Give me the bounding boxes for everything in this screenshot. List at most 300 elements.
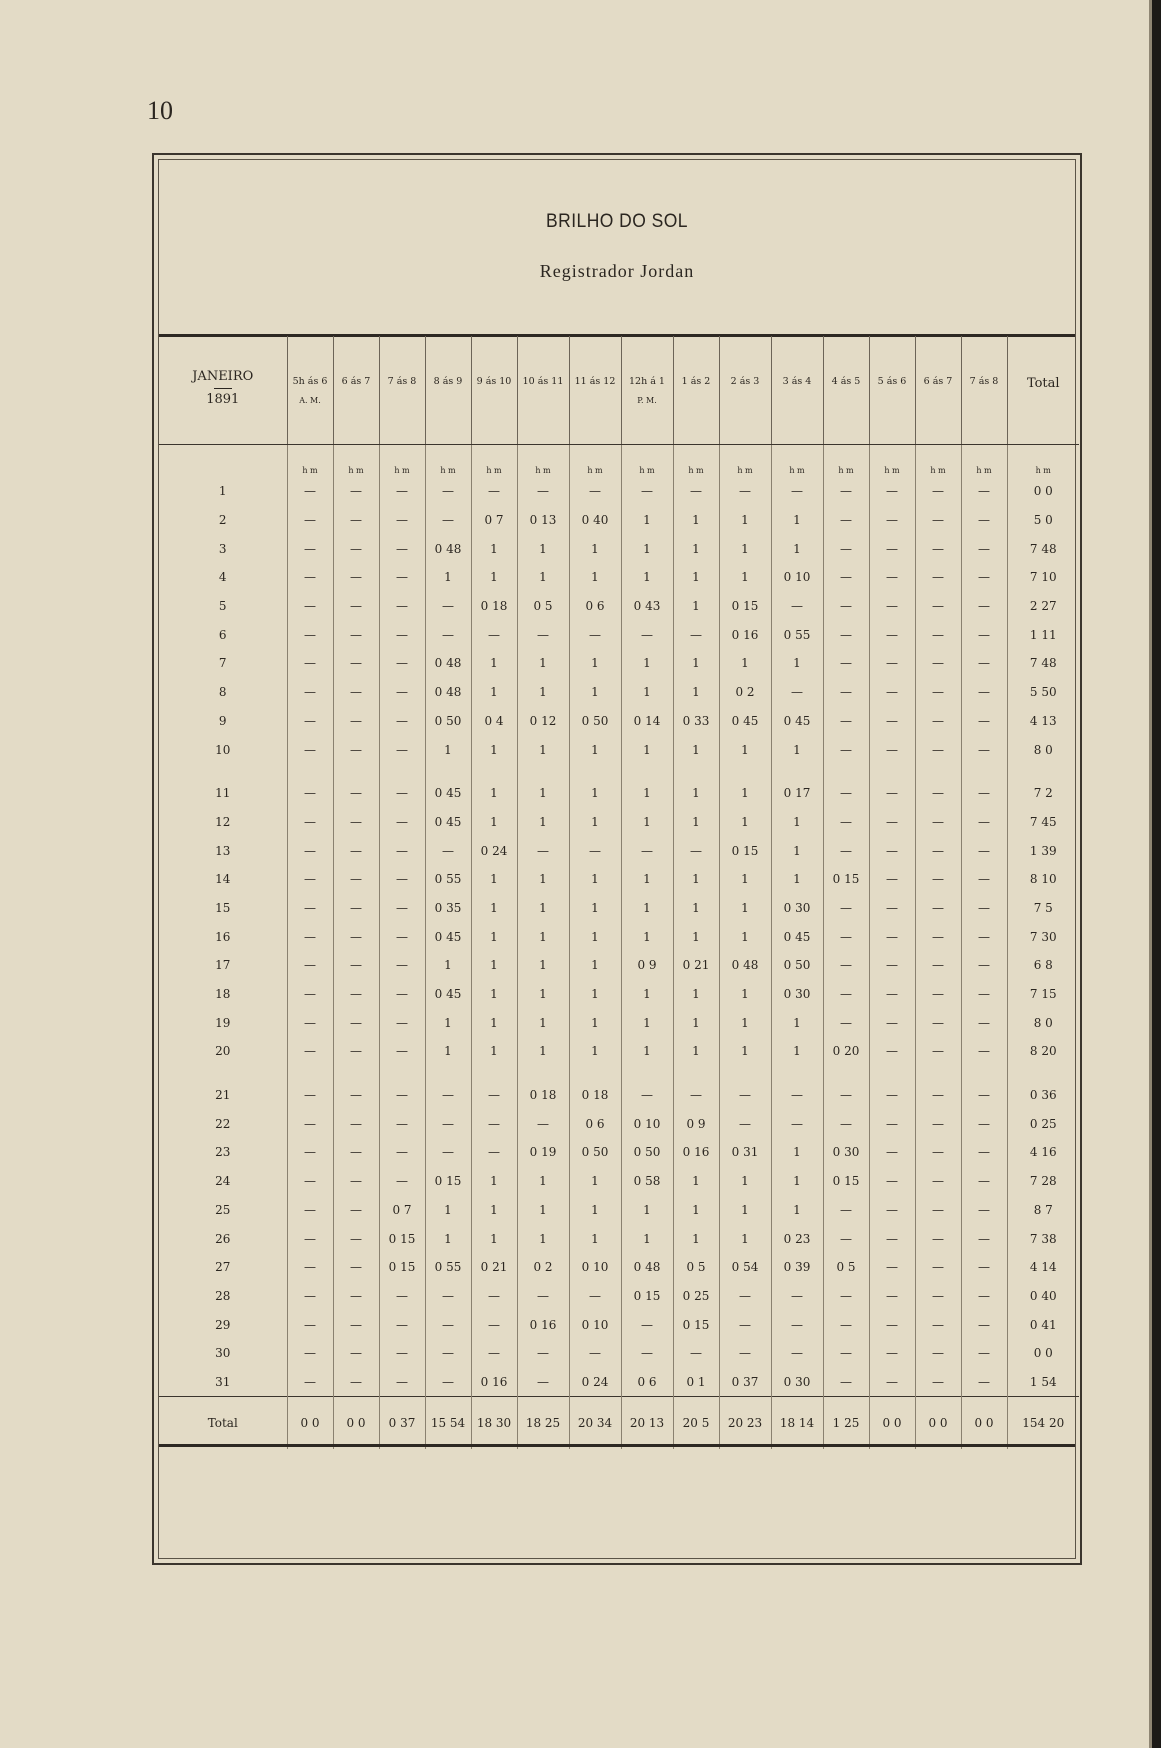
day-cell: 29 — [215, 1317, 231, 1332]
spacer-cell — [823, 1066, 869, 1081]
column-period-note: A. M. — [299, 396, 321, 405]
hour-cell: 0 15 — [823, 865, 869, 894]
day-total-cell: 7 48 — [1007, 649, 1079, 678]
table-row — [159, 1310, 1079, 1339]
hour-cell: — — [869, 1339, 915, 1368]
day-cell: 15 — [215, 900, 231, 915]
hour-cell: — — [771, 1310, 823, 1339]
hour-cell: — — [915, 563, 961, 592]
hour-cell: 0 15 — [425, 1167, 471, 1196]
hour-cell: 0 10 — [569, 1310, 621, 1339]
hour-cell: — — [287, 1167, 333, 1196]
hour-cell: 1 — [673, 506, 719, 535]
day-cell: 18 — [215, 987, 231, 1002]
hour-cell: — — [771, 1282, 823, 1311]
hour-cell: 1 — [517, 808, 569, 837]
table-row — [159, 1081, 1079, 1110]
hour-cell: 1 — [471, 1224, 517, 1253]
spacer-cell — [159, 1066, 287, 1081]
hour-cell: 0 45 — [425, 922, 471, 951]
hour-cell: 1 — [569, 649, 621, 678]
hour-cell: — — [915, 1224, 961, 1253]
hour-cell: 0 45 — [425, 779, 471, 808]
hour-cell: — — [333, 1368, 379, 1397]
hour-cell: 0 48 — [621, 1253, 673, 1282]
hour-cell: — — [961, 707, 1007, 736]
hour-cell: — — [961, 735, 1007, 764]
hour-cell: — — [425, 1368, 471, 1397]
column-label: 8 ás 9 — [433, 376, 463, 387]
hour-cell: 0 5 — [517, 592, 569, 621]
hour-cell: 0 9 — [673, 1109, 719, 1138]
column-header — [915, 336, 961, 445]
hour-cell: — — [823, 894, 869, 923]
hour-cell: 1 — [569, 951, 621, 980]
spacer-cell — [379, 1066, 425, 1081]
hour-cell: — — [915, 477, 961, 506]
hour-cell: — — [823, 735, 869, 764]
hour-cell: — — [379, 980, 425, 1009]
hour-cell: 0 50 — [771, 951, 823, 980]
hour-cell: 1 — [517, 1167, 569, 1196]
hour-cell: — — [333, 1196, 379, 1225]
hour-cell: 1 — [719, 1167, 771, 1196]
hour-cell: 0 45 — [771, 707, 823, 736]
hour-cell: — — [471, 1138, 517, 1167]
spacer-cell — [915, 764, 961, 779]
page-number: 10 — [147, 96, 173, 125]
hour-cell: — — [915, 865, 961, 894]
spacer-cell — [621, 1066, 673, 1081]
hour-cell: — — [823, 649, 869, 678]
spacer-cell — [287, 764, 333, 779]
table-row — [159, 922, 1079, 951]
column-label: 1 ás 2 — [681, 376, 711, 387]
hour-cell: 1 — [719, 808, 771, 837]
hour-cell: — — [961, 534, 1007, 563]
hour-cell: — — [673, 620, 719, 649]
hour-cell: — — [869, 1368, 915, 1397]
hour-cell: 0 30 — [771, 1368, 823, 1397]
hour-cell: — — [771, 592, 823, 621]
hour-cell: — — [287, 808, 333, 837]
unit-cell: h m — [333, 445, 379, 478]
hour-cell: — — [961, 1081, 1007, 1110]
hour-cell: 1 — [719, 649, 771, 678]
hour-cell: — — [333, 735, 379, 764]
table-row — [159, 735, 1079, 764]
hour-cell: 0 6 — [621, 1368, 673, 1397]
day-total-cell: 8 20 — [1007, 1037, 1079, 1066]
hour-cell: — — [869, 980, 915, 1009]
hour-cell: — — [379, 922, 425, 951]
hour-cell: — — [379, 1339, 425, 1368]
spacer-cell — [771, 1066, 823, 1081]
hour-cell: — — [869, 1109, 915, 1138]
table-row — [159, 894, 1079, 923]
day-total-cell: 8 0 — [1007, 1008, 1079, 1037]
hour-cell: — — [287, 951, 333, 980]
hour-cell: — — [823, 707, 869, 736]
day-cell: 27 — [215, 1260, 231, 1275]
unit-cell: h m — [517, 445, 569, 478]
hour-cell: 1 — [673, 1224, 719, 1253]
hour-cell: — — [915, 1037, 961, 1066]
column-label: 10 ás 11 — [522, 376, 564, 387]
hour-cell: — — [471, 1339, 517, 1368]
hour-cell: — — [517, 1339, 569, 1368]
hour-cell: — — [379, 951, 425, 980]
hour-cell: — — [771, 678, 823, 707]
day-total-cell: 0 25 — [1007, 1109, 1079, 1138]
hour-cell: — — [379, 506, 425, 535]
table-row — [159, 1109, 1079, 1138]
hour-cell: 1 — [719, 1224, 771, 1253]
hour-cell: 0 12 — [517, 707, 569, 736]
hour-cell: 0 1 — [673, 1368, 719, 1397]
hour-cell: — — [471, 1109, 517, 1138]
column-label: 2 ás 3 — [730, 376, 760, 387]
hour-cell: — — [333, 534, 379, 563]
hour-cell: — — [425, 836, 471, 865]
hour-cell: — — [379, 592, 425, 621]
day-total-cell: 8 0 — [1007, 735, 1079, 764]
hour-cell: — — [915, 1081, 961, 1110]
hour-cell: — — [379, 620, 425, 649]
unit-cell: h m — [719, 445, 771, 478]
day-cell: 8 — [218, 685, 227, 700]
hour-cell: — — [961, 678, 1007, 707]
hour-cell: — — [915, 779, 961, 808]
column-label: 3 ás 4 — [782, 376, 812, 387]
hour-cell: — — [869, 620, 915, 649]
table-row — [159, 563, 1079, 592]
hour-cell: — — [333, 922, 379, 951]
hour-cell: — — [287, 1253, 333, 1282]
spacer-cell — [961, 1066, 1007, 1081]
day-cell: 3 — [218, 541, 227, 556]
hour-cell: 1 — [471, 563, 517, 592]
unit-cell: h m — [425, 445, 471, 478]
hour-cell: — — [823, 592, 869, 621]
hour-cell: — — [471, 477, 517, 506]
hour-cell: — — [569, 1282, 621, 1311]
column-header — [621, 336, 673, 445]
day-total-cell: 8 10 — [1007, 865, 1079, 894]
hour-cell: — — [425, 1310, 471, 1339]
column-label: 9 ás 10 — [476, 376, 512, 387]
hour-cell: 1 — [517, 980, 569, 1009]
unit-cell: h m — [771, 445, 823, 478]
spacer-cell — [425, 764, 471, 779]
row-header-cell — [159, 336, 287, 445]
hour-cell: — — [287, 707, 333, 736]
hour-cell: 1 — [673, 735, 719, 764]
hour-cell: 0 48 — [425, 649, 471, 678]
hour-cell: — — [517, 1282, 569, 1311]
hour-cell: — — [823, 620, 869, 649]
hour-cell: 1 — [425, 563, 471, 592]
day-cell: 25 — [215, 1202, 231, 1217]
hour-cell: 1 — [471, 808, 517, 837]
hour-cell: 1 — [673, 980, 719, 1009]
column-header — [1007, 336, 1079, 445]
hour-cell: 0 21 — [673, 951, 719, 980]
hour-cell: — — [869, 1008, 915, 1037]
hour-cell: — — [287, 865, 333, 894]
hour-cell: 1 — [569, 678, 621, 707]
day-total-cell: 0 36 — [1007, 1081, 1079, 1110]
day-total-cell: 7 5 — [1007, 894, 1079, 923]
table-row — [159, 1037, 1079, 1066]
hour-cell: 1 — [471, 894, 517, 923]
spacer-cell — [961, 764, 1007, 779]
hour-cell: — — [915, 1253, 961, 1282]
hour-cell: — — [869, 951, 915, 980]
day-total-cell: 7 38 — [1007, 1224, 1079, 1253]
day-total-cell: 6 8 — [1007, 951, 1079, 980]
hour-cell: — — [471, 620, 517, 649]
hour-cell: — — [869, 592, 915, 621]
hour-cell: 1 — [517, 951, 569, 980]
hour-cell: 0 15 — [719, 592, 771, 621]
hour-cell: — — [569, 1339, 621, 1368]
hour-cell: — — [961, 1310, 1007, 1339]
hour-cell: — — [379, 1008, 425, 1037]
hour-cell: — — [333, 620, 379, 649]
hour-cell: 1 — [621, 1224, 673, 1253]
hour-cell: 0 50 — [621, 1138, 673, 1167]
hour-cell: 0 10 — [569, 1253, 621, 1282]
hour-cell: — — [287, 1138, 333, 1167]
hour-cell: 0 24 — [569, 1368, 621, 1397]
hour-cell: 1 — [517, 678, 569, 707]
table-header-row — [159, 336, 1079, 445]
hour-cell: — — [287, 506, 333, 535]
hour-cell: 1 — [771, 865, 823, 894]
hour-cell: 0 45 — [719, 707, 771, 736]
day-total-cell: 7 30 — [1007, 922, 1079, 951]
hour-cell: 1 — [771, 649, 823, 678]
hour-cell: 0 15 — [673, 1310, 719, 1339]
hour-cell: — — [287, 836, 333, 865]
hour-cell: 1 — [621, 506, 673, 535]
hour-cell: 1 — [569, 1037, 621, 1066]
hour-cell: 1 — [673, 865, 719, 894]
hour-cell: 1 — [471, 980, 517, 1009]
day-total-cell: 7 15 — [1007, 980, 1079, 1009]
table-row — [159, 1138, 1079, 1167]
hour-cell: 1 — [471, 1008, 517, 1037]
sunshine-table-zone — [159, 336, 1079, 1449]
hour-cell: — — [425, 1138, 471, 1167]
hour-cell: — — [621, 1081, 673, 1110]
hour-cell: — — [379, 1081, 425, 1110]
hour-cell: — — [961, 477, 1007, 506]
hour-cell: — — [961, 865, 1007, 894]
hour-cell: 1 — [425, 1008, 471, 1037]
hour-cell: 0 21 — [471, 1253, 517, 1282]
day-cell: 11 — [215, 786, 231, 801]
spacer-cell — [823, 764, 869, 779]
hour-cell: — — [869, 1282, 915, 1311]
hour-cell: — — [823, 1224, 869, 1253]
day-cell: 30 — [215, 1346, 231, 1361]
hour-cell: — — [869, 707, 915, 736]
hour-cell: — — [869, 865, 915, 894]
hour-cell: 1 — [517, 534, 569, 563]
day-cell: 10 — [215, 742, 231, 757]
hour-cell: — — [915, 534, 961, 563]
hour-cell: — — [869, 1224, 915, 1253]
hour-cell: — — [621, 836, 673, 865]
hour-cell: 1 — [517, 735, 569, 764]
hour-cell: — — [961, 1037, 1007, 1066]
hour-cell: — — [673, 1081, 719, 1110]
column-total-cell: 18 14 — [771, 1397, 823, 1450]
column-header — [287, 336, 333, 445]
hour-cell: 1 — [517, 865, 569, 894]
hour-cell: 0 50 — [425, 707, 471, 736]
hour-cell: — — [379, 836, 425, 865]
column-header — [333, 336, 379, 445]
hour-cell: — — [333, 506, 379, 535]
hour-cell: — — [287, 1368, 333, 1397]
spacer-cell — [425, 1066, 471, 1081]
table-frame-inner — [158, 159, 1076, 1559]
table-row — [159, 808, 1079, 837]
hour-cell: — — [869, 1167, 915, 1196]
hour-cell: — — [333, 707, 379, 736]
hour-cell: — — [287, 1282, 333, 1311]
hour-cell: — — [333, 1310, 379, 1339]
hour-cell: — — [287, 1196, 333, 1225]
hour-cell: — — [379, 1282, 425, 1311]
hour-cell: — — [915, 707, 961, 736]
hour-cell: — — [333, 1081, 379, 1110]
day-cell: 2 — [218, 513, 227, 528]
hour-cell: — — [961, 779, 1007, 808]
hour-cell: 1 — [719, 980, 771, 1009]
hour-cell: — — [379, 1167, 425, 1196]
day-cell: 9 — [218, 713, 227, 728]
column-label: 6 ás 7 — [341, 376, 371, 387]
column-header — [379, 336, 425, 445]
day-total-cell: 0 0 — [1007, 477, 1079, 506]
column-header — [719, 336, 771, 445]
hour-cell: 0 20 — [823, 1037, 869, 1066]
hour-cell: 1 — [771, 1196, 823, 1225]
hour-cell: 0 40 — [569, 506, 621, 535]
hour-cell: 0 43 — [621, 592, 673, 621]
hour-cell: — — [869, 1310, 915, 1339]
hour-cell: — — [517, 836, 569, 865]
hour-cell: — — [961, 1282, 1007, 1311]
hour-cell: 1 — [517, 922, 569, 951]
hour-cell: 0 45 — [425, 808, 471, 837]
hour-cell: 1 — [771, 1138, 823, 1167]
hour-cell: 1 — [517, 649, 569, 678]
hour-cell: — — [379, 1368, 425, 1397]
table-row — [159, 477, 1079, 506]
table-row — [159, 1282, 1079, 1311]
day-total-cell: 0 0 — [1007, 1339, 1079, 1368]
column-period-note: P. M. — [637, 396, 657, 405]
day-cell: 21 — [215, 1088, 231, 1103]
hour-cell: 0 35 — [425, 894, 471, 923]
hour-cell: 0 7 — [379, 1196, 425, 1225]
hour-cell: — — [915, 951, 961, 980]
hour-cell: 1 — [517, 563, 569, 592]
table-row — [159, 678, 1079, 707]
hour-cell: 1 — [673, 649, 719, 678]
hour-cell: 0 13 — [517, 506, 569, 535]
hour-cell: — — [915, 649, 961, 678]
column-label: 6 ás 7 — [923, 376, 953, 387]
hour-cell: — — [823, 922, 869, 951]
hour-cell: — — [379, 1138, 425, 1167]
hour-cell: 0 45 — [425, 980, 471, 1009]
hour-cell: — — [471, 1282, 517, 1311]
hour-cell: 1 — [719, 506, 771, 535]
hour-cell: 1 — [569, 563, 621, 592]
spacer-cell — [673, 764, 719, 779]
hour-cell: 1 — [517, 1224, 569, 1253]
hour-cell: — — [915, 506, 961, 535]
hour-cell: 1 — [471, 922, 517, 951]
hour-cell: — — [333, 894, 379, 923]
day-cell: 23 — [215, 1145, 231, 1160]
day-total-cell: 4 14 — [1007, 1253, 1079, 1282]
spacer-cell — [1007, 764, 1079, 779]
hour-cell: 1 — [621, 922, 673, 951]
hour-cell: 0 31 — [719, 1138, 771, 1167]
hour-cell: — — [915, 808, 961, 837]
column-label: 7 ás 8 — [969, 376, 999, 387]
hour-cell: — — [961, 808, 1007, 837]
day-total-cell: 0 41 — [1007, 1310, 1079, 1339]
spacer-cell — [673, 1066, 719, 1081]
spacer-cell — [719, 764, 771, 779]
hour-cell: — — [287, 477, 333, 506]
hour-cell: 0 15 — [719, 836, 771, 865]
hour-cell: 1 — [621, 678, 673, 707]
spacer-cell — [517, 1066, 569, 1081]
unit-cell: h m — [569, 445, 621, 478]
hour-cell: 1 — [471, 1037, 517, 1066]
column-label: Total — [1026, 376, 1060, 391]
hour-cell: 1 — [673, 1196, 719, 1225]
column-total-cell: 1 25 — [823, 1397, 869, 1450]
hour-cell: — — [287, 1109, 333, 1138]
hour-cell: — — [379, 563, 425, 592]
column-header — [471, 336, 517, 445]
hour-cell: — — [961, 620, 1007, 649]
hour-cell: — — [569, 620, 621, 649]
table-row — [159, 1167, 1079, 1196]
column-total-cell: 0 0 — [287, 1397, 333, 1450]
group-spacer — [159, 764, 1079, 779]
hour-cell: 1 — [621, 649, 673, 678]
hour-cell: — — [915, 735, 961, 764]
hour-cell: 1 — [673, 1167, 719, 1196]
hour-cell: 1 — [621, 563, 673, 592]
hour-cell: — — [915, 1167, 961, 1196]
hour-cell: — — [287, 1310, 333, 1339]
hour-cell: 0 17 — [771, 779, 823, 808]
day-cell: 1 — [218, 484, 227, 499]
hour-cell: — — [915, 894, 961, 923]
